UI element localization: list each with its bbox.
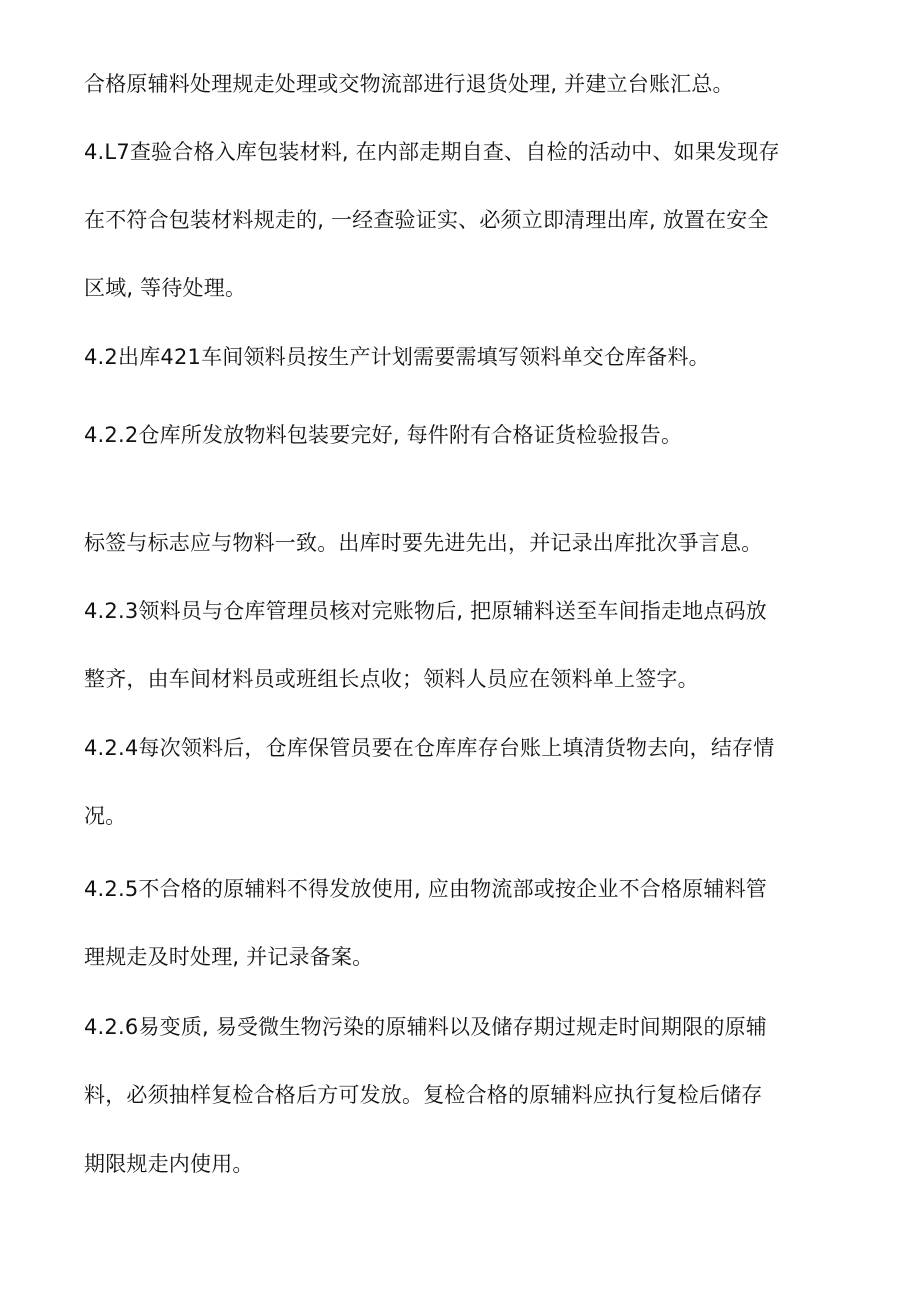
text-line-1: 合格原辅料处理规走处理或交物流部进行退货处理, 并建立台账汇总。	[84, 72, 734, 96]
text-line-2: 4.L7查验合格入库包装材料, 在内部走期自查、自检的活动中、如果发现存	[84, 140, 780, 164]
text-line-13: 理规走及时处理, 并记录备案。	[84, 945, 374, 969]
text-line-7: 标签与标志应与物料一致。出库时要先进先出，并记录出库批次爭言息。	[84, 531, 763, 555]
text-line-16: 期限规走内使用。	[84, 1152, 254, 1176]
text-line-6: 4.2.2仓库所发放物料包装要完好, 每件附有合格证货检验报告。	[84, 423, 683, 447]
text-line-4: 区域, 等待处理。	[84, 276, 247, 300]
text-line-12: 4.2.5不合格的原辅料不得发放使用, 应由物流部或按企业不合格原辅料管	[84, 877, 767, 901]
text-line-10: 4.2.4每次领料后，仓库保管员要在仓库库存台账上填清货物去向，结存情	[84, 736, 775, 760]
text-line-9: 整齐，由车间材料员或班组长点收；领料人员应在领料单上签字。	[84, 667, 699, 691]
text-line-11: 况。	[84, 804, 127, 828]
text-line-8: 4.2.3领料员与仓库管理员核对完账物后, 把原辅料送至车间指走地点码放	[84, 599, 767, 623]
text-line-15: 料，必须抽样复检合格后方可发放。复检合格的原辅料应执行复检后储存	[84, 1083, 763, 1107]
text-line-5: 4.2出库421车间领料员按生产计划需要需填写领料单交仓库备料。	[84, 345, 710, 369]
text-line-14: 4.2.6易变质, 易受微生物污染的原辅料以及储存期过规走时间期限的原辅	[84, 1015, 767, 1039]
text-line-3: 在不符合包装材料规走的, 一经查验证实、必须立即清理出库, 放置在安全	[84, 208, 769, 232]
